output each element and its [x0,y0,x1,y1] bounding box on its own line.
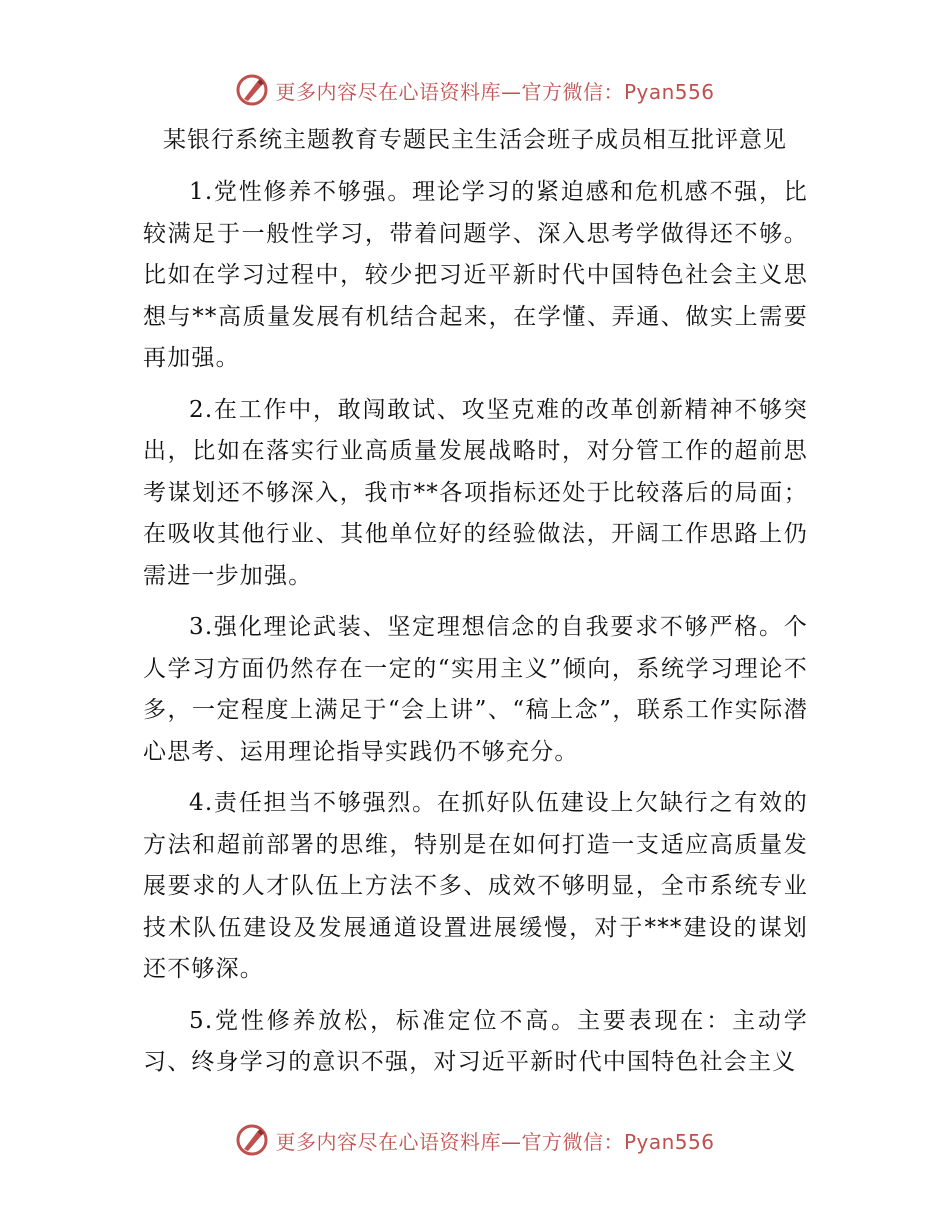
watermark-text: 更多内容尽在心语资料库—官方微信：Pyan556 [275,79,715,104]
document-body [143,172,808,1094]
pen-nib-logo-icon [235,1123,269,1157]
watermark-text: 更多内容尽在心语资料库—官方微信：Pyan556 [275,1129,715,1154]
paragraph-5: 5.党性修养放松，标准定位不高。主要表现在：主动学习、终身学习的意识不强，对习近平新时代中国特色社会主义 [143,1007,808,1075]
document-title: 某银行系统主题教育专题民主生活会班子成员相互批评意见 [163,127,787,153]
pen-nib-logo-icon [235,73,269,107]
watermark-footer [0,1120,950,1160]
paragraph-3: 3.强化理论武装、坚定理想信念的自我要求不够严格。个人学习方面仍然存在一定的“实用主义”倾向，系统学习理论不多，一定程度上满足于“会上讲”、“稿上念”，联系工作实际潜心思考、运用理论指导实践仍不够充分。 [143,614,808,765]
paragraph-2: 2.在工作中，敢闯敢试、攻坚克难的改革创新精神不够突出，比如在落实行业高质量发展战略时，对分管工作的超前思考谋划还不够深入，我市**各项指标还处于比较落后的局面；在吸收其他行业、其他单位好的经验做法，开阔工作思路上仍需进一步加强。 [143,396,808,589]
paragraph-4: 4.责任担当不够强烈。在抓好队伍建设上欠缺行之有效的方法和超前部署的思维，特别是在如何打造一支适应高质量发展要求的人才队伍上方法不多、成效不够明显，全市系统专业技术队伍建设及发展通道设置进展缓慢，对于***建设的谋划还不够深。 [143,790,808,982]
watermark-header [0,70,950,110]
paragraph-1: 1.党性修养不够强。理论学习的紧迫感和危机感不强，比较满足于一般性学习，带着问题学、深入思考学做得还不够。比如在学习过程中，较少把习近平新时代中国特色社会主义思想与**高质量发展有机结合起来，在学懂、弄通、做实上需要再加强。 [143,179,808,371]
